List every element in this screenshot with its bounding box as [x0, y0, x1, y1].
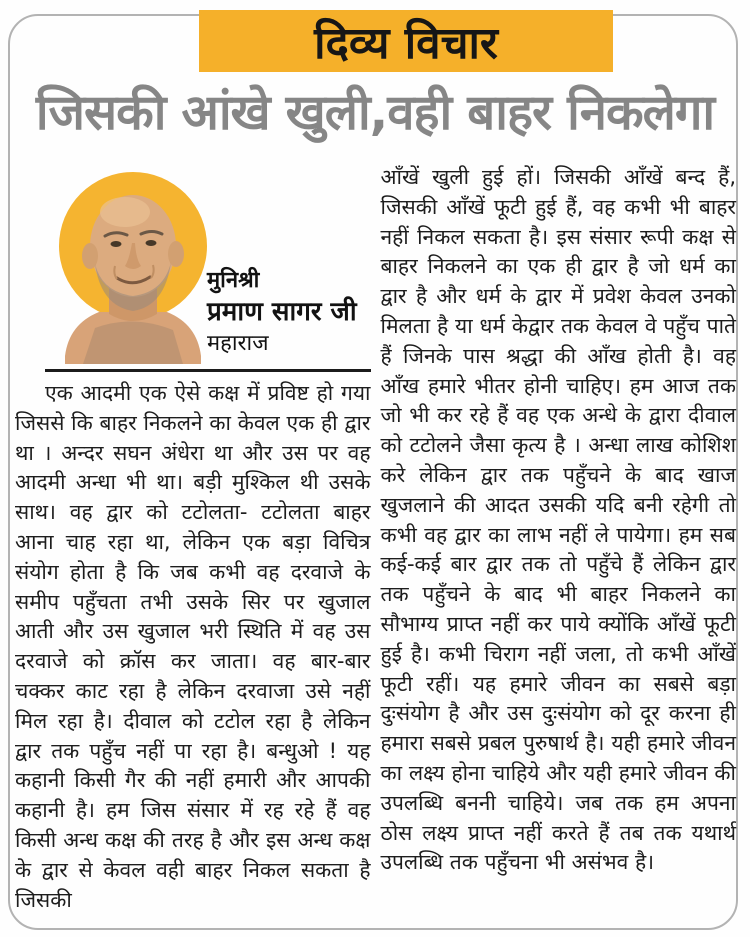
author-portrait-image [43, 164, 215, 364]
author-caption [207, 266, 357, 359]
section-kicker-label: दिव्य विचार [314, 18, 498, 69]
article-text-right-column: आँखें खुली हुई हों। जिसकी आँखें बन्द हैं, जिसकी आँखें फूटी हुई हैं, वह कभी भी बाहर नहीं निकल सकता है। इस संसार रूपी कक्ष से बाहर निकलने का एक ही द्वार है जो धर्म का द्वार है और धर्म के द्वार में प्रवेश केवल उनको मिलता है या धर्म केद्वार तक केवल वे पहुँच पाते हैं जिनके पास श्रद्धा की आँख होती है। वह आँख हमारे भीतर होनी चाहिए। हम आज तक जो भी कर रहे हैं वह एक अन्धे के द्वारा दीवाल को टटोलने जैसा कृत्य है । अन्धा लाख कोशिश करे लेकिन द्वार तक पहुँचने के बाद खाज खुजलाने की आदत उसकी यदि बनी रहेगी तो कभी वह द्वार का लाभ नहीं ले पायेगा। हम सब कई-कई बार द्वार तक तो पहुँचे हैं लेकिन द्वार तक पहुँचने के बाद भी बाहर निकलने का सौभाग्य प्राप्त नहीं कर पाये क्योंकि आँखें फूटी हुई है। कभी चिराग नहीं जला, तो कभी आँखें फूटी रहीं। यह हमारे जीवन का सबसे बड़ा दुःसंयोग है और उस दुःसंयोग को दूर करना ही हमारा सबसे प्रबल पुरुषार्थ है। यही हमारे जीवन का लक्ष्य होना चाहिये और यही हमारे जीवन की उपलब्धि बननी चाहिये। जब तक हम अपना ठोस लक्ष्य प्राप्त नहीं करते हैं तब तक यथार्थ उपलब्धि तक पहुँचना भी असंभव है। [380, 165, 736, 875]
caption-divider-rule [45, 369, 371, 372]
section-kicker-banner [199, 10, 613, 72]
article-columns [15, 160, 736, 925]
author-title: मुनिश्री [207, 268, 260, 293]
right-column [381, 160, 737, 925]
article-text-left-column: एक आदमी एक ऐसे कक्ष में प्रविष्ट हो गया जिससे कि बाहर निकलने का केवल एक ही द्वार था । अन्दर सघन अंधेरा था और उस पर वह आदमी अन्धा भी था। बड़ी मुश्किल थी उसके साथ। वह द्वार को टटोलता- टटोलता बाहर आना चाह रहा था, लेकिन एक बड़ा विचित्र संयोग होता है कि जब कभी वह दरवाजे के समीप पहुँचता तभी उसके सिर पर खुजाल आती और उस खुजाल भरी स्थिति में वह उस दरवाजे को क्रॉस कर जाता। वह बार-बार चक्कर काट रहा है लेकिन दरवाजा उसे नहीं मिल रहा है। दीवाल को टटोल रहा है लेकिन द्वार तक पहुँच नहीं पा रहा है। बन्धुओ ! यह कहानी किसी गैर की नहीं हमारी और आपकी कहानी है। हम जिस संसार में रह रहे हैं वह किसी अन्ध कक्ष की तरह है और इस अन्ध कक्ष के द्वार से केवल वही बाहर निकल सकता है जिसकी [15, 381, 371, 912]
author-name: प्रमाण सागर जी [207, 297, 357, 327]
author-honorific: महाराज [207, 331, 269, 356]
article-headline: जिसकी आंखे खुली,वही बाहर निकलेगा [35, 84, 715, 141]
left-column [15, 160, 371, 925]
author-photo-block [15, 160, 371, 364]
